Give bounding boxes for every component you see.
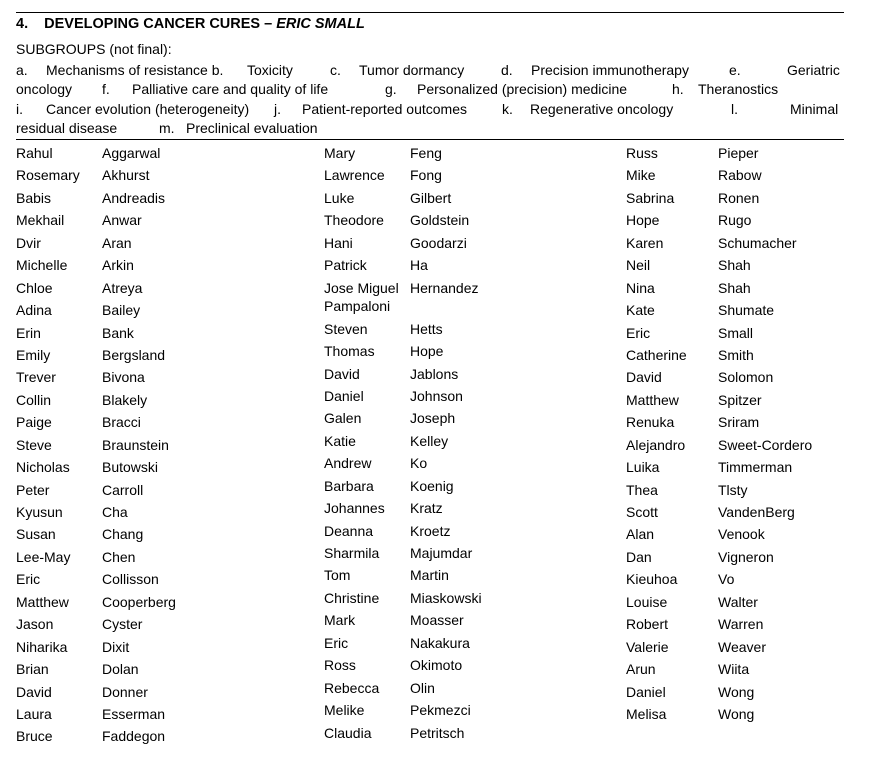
last-name: Nakakura	[410, 634, 470, 651]
last-name: Bailey	[102, 302, 141, 319]
subgroup-marker: k.	[502, 101, 513, 117]
first-name: Johannes	[324, 500, 385, 517]
last-name: Hernandez	[410, 279, 479, 296]
top-rule	[16, 12, 844, 13]
first-name-continued: Pampaloni	[324, 297, 391, 314]
last-name: Bank	[102, 324, 134, 341]
section-lead: ERIC SMALL	[276, 16, 365, 32]
last-name: Akhurst	[102, 167, 150, 184]
first-name: Trever	[16, 369, 56, 386]
first-name: Luika	[626, 459, 660, 476]
last-name: Shah	[718, 257, 751, 274]
last-name: Donner	[102, 683, 148, 700]
subgroup-text: Palliative care and quality of life	[132, 81, 329, 97]
subgroup-text: Theranostics	[698, 81, 779, 97]
first-name: Neil	[626, 257, 651, 274]
last-name: Gilbert	[410, 189, 452, 206]
last-name: Rugo	[718, 212, 752, 229]
subgroups-line	[16, 101, 844, 120]
last-name: Braunstein	[102, 436, 169, 453]
subgroups-line	[16, 120, 844, 139]
subgroup-text: Mechanisms of resistance b.	[46, 62, 224, 78]
first-name: Thomas	[324, 343, 375, 360]
first-name: Peter	[16, 481, 50, 498]
last-name: Hope	[410, 343, 444, 360]
first-name: Matthew	[626, 391, 679, 408]
last-name: Atreya	[102, 279, 143, 296]
subgroups-line	[16, 62, 844, 81]
last-name: Chen	[102, 548, 136, 565]
first-name: Theodore	[324, 212, 384, 229]
last-name: Arkin	[102, 257, 134, 274]
first-name: Paige	[16, 414, 52, 431]
last-name: Carroll	[102, 481, 144, 498]
first-name: Eric	[16, 571, 41, 588]
subgroup-text: Patient-reported outcomes	[302, 101, 467, 117]
subgroup-marker: d.	[501, 62, 513, 78]
subgroup-marker: g.	[385, 81, 397, 97]
first-name: Michelle	[16, 257, 68, 274]
last-name: Schumacher	[718, 234, 797, 251]
last-name: Pekmezci	[410, 702, 471, 719]
first-name: Melike	[324, 702, 365, 719]
first-name: Rebecca	[324, 679, 380, 696]
first-name: Erin	[16, 324, 41, 341]
last-name: Kelley	[410, 432, 449, 449]
first-name: Chloe	[16, 279, 53, 296]
last-name: Wong	[718, 705, 755, 722]
first-name: Steve	[16, 436, 52, 453]
last-name: Okimoto	[410, 657, 463, 674]
first-name: Sharmila	[324, 545, 380, 561]
first-name: Sabrina	[626, 189, 675, 206]
first-name: Renuka	[626, 414, 675, 431]
first-name: Niharika	[16, 638, 68, 655]
last-name: Tlsty	[718, 481, 748, 498]
first-name: Katie	[324, 432, 356, 449]
first-name: Andrew	[324, 455, 372, 472]
first-name: Lawrence	[324, 167, 385, 184]
last-name: Bivona	[102, 369, 145, 386]
last-name: Olin	[410, 679, 435, 696]
subgroup-marker: i.	[16, 101, 23, 117]
last-name: Kratz	[410, 500, 443, 517]
last-name: Ha	[410, 257, 428, 274]
last-name: Blakely	[102, 391, 148, 408]
subgroup-marker: m.	[159, 120, 175, 136]
first-name: Ross	[324, 657, 356, 674]
first-name: Collin	[16, 391, 52, 408]
last-name: Wiita	[718, 661, 750, 678]
last-name: Sweet-Cordero	[718, 436, 813, 453]
first-name: Deanna	[324, 522, 374, 539]
last-name: Goodarzi	[410, 234, 467, 251]
subgroup-marker: h.	[672, 81, 684, 97]
first-name: Hani	[324, 234, 353, 251]
last-name: Miaskowski	[410, 589, 482, 606]
first-name: Brian	[16, 661, 49, 678]
first-name: Christine	[324, 589, 380, 606]
first-name: Rahul	[16, 145, 53, 161]
subgroup-text: Preclinical evaluation	[186, 120, 318, 136]
first-name: Eric	[626, 324, 651, 341]
subgroup-text: Regenerative oncology	[530, 101, 674, 117]
subgroup-marker: c.	[330, 62, 341, 78]
last-name: Timmerman	[718, 459, 793, 476]
last-name: VandenBerg	[718, 504, 795, 520]
first-name: Robert	[626, 616, 669, 633]
last-name: Faddegon	[102, 728, 166, 745]
first-name: Steven	[324, 320, 368, 337]
last-name: Koenig	[410, 477, 454, 494]
subgroup-text: residual disease	[16, 120, 118, 136]
last-name: Butowski	[102, 459, 159, 476]
last-name: Shah	[718, 279, 751, 296]
last-name: Smith	[718, 346, 754, 363]
section-number: 4.	[16, 16, 29, 32]
last-name: Walter	[718, 593, 758, 610]
first-name: Jason	[16, 616, 54, 633]
last-name: Venook	[718, 526, 765, 543]
last-name: Moasser	[410, 612, 464, 629]
last-name: Joseph	[410, 410, 456, 427]
last-name: Vo	[718, 571, 735, 588]
first-name: Kate	[626, 302, 655, 319]
first-name: Galen	[324, 410, 362, 427]
last-name: Jablons	[410, 365, 459, 382]
last-name: Ko	[410, 455, 428, 472]
last-name: Martin	[410, 567, 449, 584]
first-name: Mike	[626, 167, 656, 184]
last-name: Chang	[102, 526, 144, 543]
first-name: Bruce	[16, 728, 53, 745]
subgroup-marker: l.	[731, 101, 738, 117]
last-name: Wong	[718, 683, 755, 700]
subgroup-text: Tumor dormancy	[359, 62, 465, 78]
section-divider	[16, 139, 844, 140]
last-name: Rabow	[718, 167, 762, 184]
last-name: Dolan	[102, 661, 139, 678]
subgroups-label: SUBGROUPS (not final):	[16, 41, 172, 57]
last-name: Spitzer	[718, 391, 762, 408]
first-name: Laura	[16, 705, 52, 722]
first-name: Jose Miguel	[324, 279, 399, 296]
last-name: Johnson	[410, 387, 463, 404]
first-name: Melisa	[626, 705, 667, 722]
subgroup-marker: j.	[274, 101, 281, 117]
section-title-text: DEVELOPING CANCER CURES –	[44, 16, 273, 32]
last-name: Vigneron	[718, 548, 774, 565]
first-name: Dvir	[16, 234, 41, 251]
subgroup-text: Personalized (precision) medicine	[417, 81, 628, 97]
first-name: Babis	[16, 189, 52, 206]
first-name: David	[626, 369, 662, 386]
first-name: Lee-May	[16, 548, 71, 565]
first-name: Mark	[324, 612, 356, 629]
last-name: Petritsch	[410, 724, 465, 741]
first-name: Scott	[626, 504, 658, 520]
last-name: Warren	[718, 616, 764, 633]
first-name: Hope	[626, 212, 660, 229]
first-name: Matthew	[16, 593, 69, 610]
first-name: Mary	[324, 145, 356, 161]
subgroup-text: Geriatric	[787, 62, 840, 78]
last-name: Aggarwal	[102, 145, 161, 161]
subgroup-marker: f.	[102, 81, 110, 97]
first-name: Emily	[16, 346, 51, 363]
first-name: Susan	[16, 526, 56, 543]
subgroup-marker: a.	[16, 62, 28, 78]
section-title	[16, 16, 365, 32]
first-name: Thea	[626, 481, 658, 498]
last-name: Shumate	[718, 302, 775, 319]
first-name: David	[324, 365, 360, 382]
last-name: Hetts	[410, 320, 443, 337]
subgroup-text: oncology	[16, 81, 73, 97]
first-name: Daniel	[324, 387, 364, 404]
first-name: Mekhail	[16, 212, 65, 229]
first-name: Karen	[626, 234, 664, 251]
first-name: Alan	[626, 526, 655, 543]
first-name: Claudia	[324, 724, 372, 741]
first-name: Rosemary	[16, 167, 80, 184]
last-name: Kroetz	[410, 522, 451, 539]
first-name: Valerie	[626, 638, 669, 655]
last-name: Pieper	[718, 145, 759, 161]
last-name: Feng	[410, 145, 442, 161]
last-name: Solomon	[718, 369, 774, 386]
first-name: Kieuhoa	[626, 571, 678, 588]
subgroup-marker: e.	[729, 62, 741, 78]
first-name: Adina	[16, 302, 52, 319]
first-name: Catherine	[626, 346, 687, 363]
subgroup-text: Cancer evolution (heterogeneity)	[46, 101, 250, 117]
subgroup-text: Precision immunotherapy	[531, 62, 689, 78]
last-name: Goldstein	[410, 212, 470, 229]
first-name: David	[16, 683, 52, 700]
last-name: Cyster	[102, 616, 143, 633]
subgroup-text: Toxicity	[247, 62, 293, 78]
first-name: Nicholas	[16, 459, 70, 476]
last-name: Fong	[410, 167, 442, 184]
last-name: Cooperberg	[102, 593, 176, 610]
subgroups-line	[16, 81, 844, 100]
first-name: Russ	[626, 145, 658, 161]
last-name: Ronen	[718, 189, 760, 206]
last-name: Small	[718, 324, 754, 341]
first-name: Patrick	[324, 257, 367, 274]
first-name: Louise	[626, 593, 668, 610]
last-name: Sriram	[718, 414, 760, 431]
first-name: Alejandro	[626, 436, 686, 453]
last-name: Bracci	[102, 414, 141, 431]
last-name: Cha	[102, 504, 128, 520]
last-name: Bergsland	[102, 346, 166, 363]
last-name: Anwar	[102, 212, 142, 229]
last-name: Weaver	[718, 638, 766, 655]
first-name: Eric	[324, 634, 349, 651]
first-name: Arun	[626, 661, 656, 678]
first-name: Luke	[324, 189, 355, 206]
first-name: Nina	[626, 279, 655, 296]
last-name: Esserman	[102, 705, 166, 722]
last-name: Collisson	[102, 571, 159, 588]
first-name: Kyusun	[16, 504, 63, 520]
last-name: Dixit	[102, 638, 130, 655]
last-name: Aran	[102, 234, 132, 251]
last-name: Andreadis	[102, 189, 166, 206]
last-name: Majumdar	[410, 545, 473, 561]
first-name: Daniel	[626, 683, 666, 700]
subgroup-text: Minimal	[790, 101, 839, 117]
first-name: Dan	[626, 548, 652, 565]
first-name: Tom	[324, 567, 351, 584]
first-name: Barbara	[324, 477, 374, 494]
